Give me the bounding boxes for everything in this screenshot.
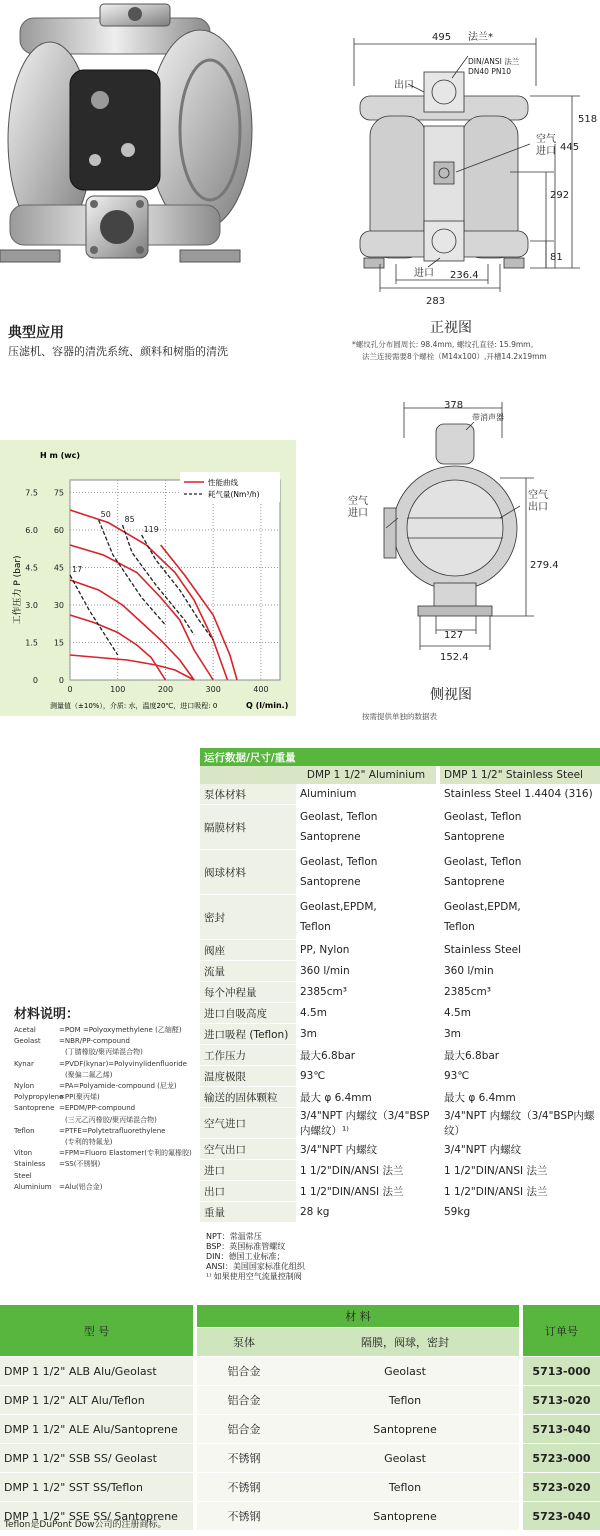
order-pump-body: 不锈钢 [195,1444,291,1473]
order-number: 5713-040 [521,1415,600,1444]
material-definition: =PVDF(kynar)=Polyvinylidenfluoride [59,1059,187,1068]
spec-row-label: 出口 [200,1181,296,1202]
spec-cell-text: Santoprene [444,831,505,843]
order-row [0,1444,600,1473]
spec-row-label: 进口 [200,1160,296,1181]
spec-cell-text: Aluminium [300,788,357,800]
spec-footnote: ANSI：美国国家标准化组织 [206,1262,305,1271]
order-number: 5713-000 [521,1357,600,1386]
chart-x-tick: 300 [205,685,221,694]
order-diaphragm: Geolast [291,1444,521,1473]
front-view-note-2: 法兰连接需要8个螺栓（M14x100）,开槽14.2x19mm [362,352,547,361]
spec-cell-text: 360 l/min [300,965,350,977]
chart-y-tick-bar: 0 [32,676,38,685]
material-term: Kynar [14,1059,34,1068]
side-air-in-2: 进口 [348,508,368,519]
chart-y-tick-m: 30 [53,601,64,610]
spec-row [200,1066,600,1087]
spec-cell-text: 2385cm³ [300,986,347,998]
order-model: DMP 1 1/2" ALT Alu/Teflon [0,1386,195,1415]
spec-row [200,982,600,1003]
order-diaphragm: Geolast [291,1357,521,1386]
spec-footnotes [206,1232,305,1282]
chart-y-tick-bar: 6.0 [25,526,38,535]
side-air-out-1: 空气 [528,490,548,501]
spec-row-label: 空气进口 [200,1108,296,1139]
spec-row [200,895,600,940]
spec-cell-text: 3/4"NPT 内螺纹（3/4"BSP内螺纹） [444,1110,595,1137]
order-row [0,1357,600,1386]
air-consumption-label: 85 [124,515,135,524]
spec-row [200,784,600,805]
order-table [0,1305,600,1531]
materials-list [14,1025,192,1193]
side-view-note: 按需提供单独的数据表 [362,712,437,721]
spec-cell-text: PP, Nylon [300,944,350,956]
chart-y-tick-bar: 4.5 [25,563,38,573]
spec-cell-text: Santoprene [300,831,361,843]
spec-table [200,748,600,1223]
spec-cell-text: Stainless Steel [444,944,522,956]
order-pump-body: 铝合金 [195,1357,291,1386]
material-term: Nylon [14,1082,35,1091]
material-term: Polypropylene [14,1093,64,1102]
side-dim-152: 152.4 [440,652,469,663]
material-item [14,1126,192,1137]
material-definition: =PP(聚丙烯) [59,1093,100,1102]
chart-y-tick-m: 60 [53,526,64,535]
spec-row-label: 工作压力 [200,1045,296,1066]
spec-cell-text: 28 kg [300,1206,330,1218]
air-consumption-label: 17 [72,565,83,574]
material-term [14,1047,59,1058]
spec-cell-text: 最大 φ 6.4mm [300,1091,372,1104]
spec-cell-text: 59kg [444,1206,471,1218]
material-term: Santoprene [14,1104,55,1113]
material-definition: (丁腈橡胶/聚丙烯混合物) [65,1048,143,1057]
front-view-caption: 正视图 [430,320,472,336]
spec-row-label: 输送的固体颗粒 [200,1087,296,1108]
chart-x-tick: 400 [253,685,269,694]
spec-row [200,850,600,895]
material-term: Teflon [14,1126,35,1135]
spec-col-stainless: DMP 1 1/2" Stainless Steel [438,766,600,784]
material-definition: (聚偏二氟乙烯) [65,1070,113,1079]
material-item [14,1036,192,1047]
spec-cell-text: 1 1/2"DIN/ANSI 法兰 [444,1185,548,1198]
order-pump-body: 不锈钢 [195,1502,291,1531]
dim-width-495: 495 [432,32,452,43]
material-item [14,1115,192,1126]
order-pump-body: 铝合金 [195,1386,291,1415]
dim-292: 292 [550,190,570,201]
spec-row-label: 每个冲程量 [200,982,296,1003]
material-term: Viton [14,1149,33,1158]
material-definition: =SS(不锈钢) [59,1160,101,1169]
spec-row-label: 隔膜材料 [200,805,296,850]
spec-cell-text: 3/4"NPT 内螺纹（3/4"BSP内螺纹）¹⁾ [300,1110,430,1137]
order-diaphragm: Teflon [291,1386,521,1415]
material-item [14,1148,192,1159]
order-pump-body: 不锈钢 [195,1473,291,1502]
order-row [0,1473,600,1502]
spec-cell-text: 最大6.8bar [300,1049,356,1062]
material-term [14,1115,59,1126]
spec-cell-text: 93℃ [444,1070,470,1082]
material-item [14,1159,192,1181]
order-header-diaphragm: 隔膜，阀球，密封 [291,1328,521,1357]
order-header-pump-body: 泵体 [195,1328,291,1357]
chart-y-tick-m: 0 [58,676,64,685]
spec-col-aluminium: DMP 1 1/2" Aluminium [296,766,438,784]
material-definition: =POM =Polyoxymethylene (乙缩醛) [59,1026,182,1034]
chart-y-tick-bar: 1.5 [25,638,38,648]
material-definition: (专利的特氟龙) [65,1138,113,1147]
material-definition: =NBR/PP-compound [59,1037,130,1046]
spec-row [200,805,600,850]
spec-row [200,940,600,961]
air-consumption-label: 50 [100,510,111,519]
chart-ylabel-secondary: H m (wc) [40,451,81,460]
spec-row-label: 阀座 [200,940,296,961]
spec-cell-text: 360 l/min [444,965,494,977]
spec-row [200,1087,600,1108]
chart-y-tick-bar: 3.0 [25,601,38,610]
side-air-out-2: 出口 [528,502,548,513]
material-definition: =EPDM/PP-compound [59,1104,136,1113]
front-view-drawing [340,26,600,326]
air-inlet-label-2: 进口 [536,146,556,157]
spec-cell-text: 93℃ [300,1070,326,1082]
spec-row [200,1139,600,1160]
chart-legend [180,472,280,502]
performance-chart [0,440,296,716]
spec-row-label: 泵体材料 [200,784,296,805]
spec-row [200,1108,600,1139]
material-item [14,1047,192,1058]
order-model: DMP 1 1/2" SSE SS/ Santoprene [0,1502,195,1531]
material-item [14,1092,192,1103]
side-dim-378: 378 [444,400,464,411]
spec-footnote: BSP：英国标准管螺纹 [206,1242,286,1251]
spec-row-label: 空气出口 [200,1139,296,1160]
air-consumption-label: 119 [143,525,159,534]
order-number: 5723-040 [521,1502,600,1531]
spec-cell-text: 1 1/2"DIN/ANSI 法兰 [300,1185,404,1198]
spec-cell-text: Santoprene [300,876,361,888]
material-item [14,1025,192,1036]
side-dim-127: 127 [444,630,464,641]
order-model: DMP 1 1/2" SSB SS/ Geolast [0,1444,195,1473]
material-item [14,1070,192,1081]
spec-cell-text: 1 1/2"DIN/ANSI 法兰 [300,1164,404,1177]
material-term [14,1137,59,1148]
chart-x-tick: 100 [110,685,126,694]
chart-y-tick-bar: 7.5 [25,488,38,498]
spec-cell-text: 4.5m [300,1007,327,1019]
material-term: Geolast [14,1037,41,1046]
dim-236: 236.4 [450,270,479,281]
spec-row [200,1045,600,1066]
spec-row-label: 温度极限 [200,1066,296,1087]
order-number: 5713-020 [521,1386,600,1415]
material-term [14,1070,59,1081]
material-term: Stainless Steel [14,1160,46,1180]
spec-row-label: 密封 [200,895,296,940]
muffler-label: 带消声器 [472,413,504,422]
spec-row [200,1024,600,1045]
spec-cell-text: 3/4"NPT 内螺纹 [444,1143,522,1156]
air-inlet-label-1: 空气 [536,134,556,145]
order-model: DMP 1 1/2" ALE Alu/Santoprene [0,1415,195,1444]
inlet-label: 进口 [414,268,434,279]
side-view-drawing [340,398,600,688]
spec-cell-text: 3m [300,1028,317,1040]
spec-cell-text: Stainless Steel 1.4404 (316) [444,788,593,800]
spec-row [200,1160,600,1181]
order-number: 5723-000 [521,1444,600,1473]
material-term: Aluminium [14,1182,52,1191]
spec-cell-text: 2385cm³ [444,986,491,998]
flange-label: 法兰* [468,32,493,43]
dim-283: 283 [426,296,446,307]
spec-cell-text: Santoprene [444,876,505,888]
spec-cell-text: Teflon [300,921,331,933]
order-header-model: 型 号 [0,1305,195,1357]
order-pump-body: 铝合金 [195,1415,291,1444]
order-model: DMP 1 1/2" SST SS/Teflon [0,1473,195,1502]
spec-cell-text: 1 1/2"DIN/ANSI 法兰 [444,1164,548,1177]
spec-cell-text: 4.5m [444,1007,471,1019]
spec-row-label: 重量 [200,1202,296,1223]
spec-footnote: NPT：常温常压 [206,1232,262,1241]
chart-y-tick-m: 45 [53,563,64,573]
material-definition: =Alu(铝合金) [59,1182,103,1191]
spec-cell-text: 3m [444,1028,461,1040]
order-row [0,1386,600,1415]
order-number: 5723-020 [521,1473,600,1502]
spec-footnote: ¹⁾ 如果使用空气流量控制阀 [206,1272,302,1281]
chart-y-tick-m: 75 [53,488,64,498]
spec-row [200,1181,600,1202]
application-title: 典型应用 [8,325,64,341]
material-definition: (三元乙丙橡胶/聚丙烯混合物) [65,1115,157,1124]
spec-cell-text: 3/4"NPT 内螺纹 [300,1143,378,1156]
dim-445: 445 [560,142,580,153]
spec-cell-text: 最大6.8bar [444,1049,500,1062]
order-diaphragm: Santoprene [291,1502,521,1531]
spec-row [200,961,600,982]
spec-cell-text: Geolast, Teflon [444,856,522,868]
material-term: Acetal [14,1026,36,1034]
chart-svg [0,440,296,716]
chart-ylabel: 工作压力 P (bar) [13,555,23,625]
spec-cell-text: Geolast, Teflon [300,856,378,868]
flange-standard: DIN/ANSI 法兰 [468,57,520,66]
flange-size: DN40 PN10 [468,67,511,76]
side-air-in-1: 空气 [348,496,368,507]
spec-cell-text: Teflon [444,921,475,933]
legend-air: 耗气量(Nm³/h) [208,490,260,499]
application-description: 压滤机、容器的清洗系统、颜料和树脂的清洗 [8,345,228,358]
spec-footnote: DIN：德国工业标准； [206,1252,285,1261]
side-dim-279: 279.4 [530,560,559,571]
material-item [14,1081,192,1092]
material-definition: =FPM=Fluoro Elastomer(专利的氟橡胶) [59,1149,192,1158]
spec-cell-text: Geolast, Teflon [300,811,378,823]
dim-81: 81 [550,252,563,263]
spec-row [200,1003,600,1024]
spec-row-label: 进口自吸高度 [200,1003,296,1024]
order-header-material: 材 料 [195,1305,521,1328]
spec-cell-text: Geolast, Teflon [444,811,522,823]
dim-height-518: 518 [578,114,598,125]
order-diaphragm: Teflon [291,1473,521,1502]
chart-footnote: 测量值（±10%），介质: 水，温度20℃，进口吸程: 0 [50,702,218,710]
order-model: DMP 1 1/2" ALB Alu/Geolast [0,1357,195,1386]
material-item [14,1059,192,1070]
spec-row [200,1202,600,1223]
order-row [0,1415,600,1444]
material-definition: =PA=Polyamide-compound (尼龙) [59,1082,177,1091]
order-diaphragm: Santoprene [291,1415,521,1444]
spec-row-label: 进口吸程 (Teflon) [200,1024,296,1045]
order-header-order-no: 订单号 [521,1305,600,1357]
spec-row-label: 阀球材料 [200,850,296,895]
chart-xlabel: Q (l/min.) [246,701,289,710]
chart-y-tick-m: 15 [53,638,64,648]
spec-table-title: 运行数据/尺寸/重量 [200,748,600,766]
pump-photo [0,0,280,300]
legend-performance: 性能曲线 [208,478,238,487]
material-definition: =PTFE=Polytetrafluorethylene [59,1126,166,1135]
chart-x-tick: 0 [67,685,73,694]
material-item [14,1137,192,1148]
side-view-caption: 侧视图 [430,687,472,703]
trademark-note: Teflon是DuPont Dow公司的注册商标。 [4,1520,167,1530]
chart-x-tick: 200 [157,685,174,694]
material-item [14,1103,192,1114]
spec-row-label: 流量 [200,961,296,982]
spec-cell-text: Geolast,EPDM, [300,901,377,913]
front-view-note-1: *螺纹孔分布圆周长: 98.4mm, 螺纹孔直径: 15.9mm。 [352,340,538,349]
spec-cell-text: 最大 φ 6.4mm [444,1091,516,1104]
outlet-label: 出口 [394,80,414,91]
material-item [14,1182,192,1193]
spec-cell-text: Geolast,EPDM, [444,901,521,913]
materials-title: 材料说明： [14,1007,80,1022]
